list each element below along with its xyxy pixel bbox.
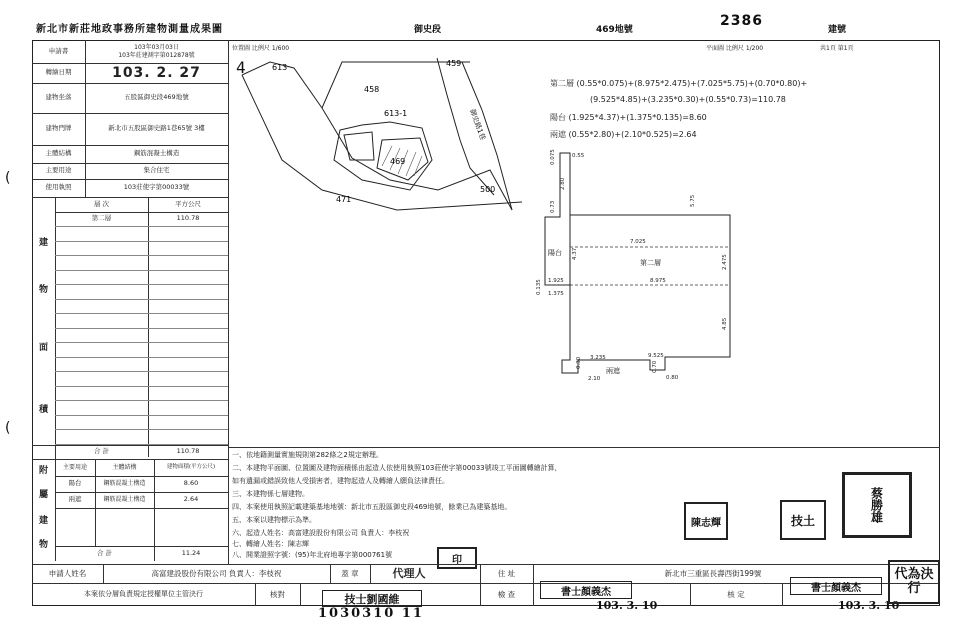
plan-label-awning: 兩遮 <box>606 367 620 375</box>
note-9: 八、開業證照字號：(95)年北府地專字第000761號 <box>232 551 393 559</box>
draft-date: 1030310 11 <box>318 606 424 621</box>
note-2: 二、本建物平面圖、位置圖及建物面積係由起造人依使用執照103莊使字第00033號竣工平面圖轉繪計算， <box>232 464 562 472</box>
parcel-459: 459 <box>446 59 462 68</box>
value-application: 103年03月03日 103年莊建測字第012878號 <box>118 44 195 59</box>
applicant-name: 高富建設股份有限公司 負責人：李枝祝 <box>151 569 282 578</box>
floor-plan-caption: 平面圖 比例尺 1/200 <box>706 45 764 52</box>
label-usage: 主要用途 <box>45 166 72 175</box>
area-row-rule <box>55 299 228 300</box>
value-address: 新北市五股區御史路1巷65號 3樓 <box>108 124 205 133</box>
label-location: 建物坐落 <box>45 93 72 102</box>
label-permit: 使用執照 <box>45 183 72 192</box>
stamp-large-seal: 蔡勝雄 <box>842 472 912 538</box>
dim-7025: 7.025 <box>630 239 646 245</box>
compliance-note: 本案依分層負責規定授權單位主管決行 <box>84 590 203 599</box>
annex-area-2: 2.64 <box>183 495 199 504</box>
annex-header-area: 建物面積(平方公尺) <box>166 464 216 471</box>
check-signature: 書士顏義杰 <box>540 581 632 599</box>
area-row-rule <box>55 429 228 430</box>
stamp-technician: 技土 <box>780 500 826 540</box>
area-row-rule <box>55 328 228 329</box>
dim-210: 2.10 <box>588 376 601 382</box>
annex-total-value: 11.24 <box>181 548 201 557</box>
parcel-471: 471 <box>336 195 352 204</box>
parcel-469: 469 <box>390 157 406 166</box>
area-value: 110.78 <box>176 214 200 223</box>
dim-080: 0.80 <box>666 375 679 381</box>
annex-vlabel-2: 屬 <box>38 489 48 500</box>
dim-2475: 2.475 <box>722 254 728 270</box>
area-total-value: 110.78 <box>176 447 200 456</box>
annex-area-1: 8.60 <box>183 479 199 488</box>
note-6: 五、本案以建物標示為準。 <box>232 516 316 524</box>
area-row-rule <box>55 386 228 387</box>
note-7: 六、起造人姓名：高富建設股份有限公司 負責人：李枝祝 <box>232 529 410 537</box>
area-row-rule <box>55 371 228 372</box>
value-transfer-date: 103. 2. 27 <box>112 64 201 81</box>
dim-055: 0.55 <box>572 153 585 159</box>
annex-vlabel-3: 建 <box>38 515 48 526</box>
agent-stamp: 代理人 <box>392 566 426 580</box>
vertical-label-4: 積 <box>38 404 48 415</box>
area-row-rule <box>55 255 228 256</box>
vertical-label-2: 物 <box>38 284 48 295</box>
annex-use-1: 陽台 <box>68 479 82 488</box>
building-number: 2386 <box>720 13 763 29</box>
dim-485: 4.85 <box>722 317 728 330</box>
note-1: 一、依地籍測量實施規則第282條之2規定辦理。 <box>232 451 383 459</box>
location-map <box>232 50 532 220</box>
margin-mark-1: ( <box>5 170 11 186</box>
area-row-rule <box>55 313 228 314</box>
annex-use-2: 兩遮 <box>68 495 82 504</box>
location-index-mark: 4 <box>236 58 246 77</box>
annex-header-struct: 主體結構 <box>112 463 137 471</box>
label-application: 申請書 <box>48 46 69 55</box>
margin-mark-2: ( <box>5 420 11 436</box>
section-name: 御史段 <box>414 25 442 35</box>
approve-label: 核 定 <box>727 590 745 599</box>
annex-header-use: 主要用途 <box>62 463 87 471</box>
value-permit: 103莊使字第00033號 <box>123 183 190 192</box>
label-address: 建物門牌 <box>45 124 72 133</box>
check-label: 檢 查 <box>497 590 516 599</box>
location-map-caption: 位置圖 比例尺 1/600 <box>232 45 290 52</box>
approve-date: 103. 3. 10 <box>838 599 900 612</box>
area-row-rule <box>55 226 228 227</box>
annex-struct-1: 鋼筋混凝土構造 <box>103 480 146 488</box>
address-value: 新北市三重區長壽西街199號 <box>664 569 762 578</box>
dim-9525: 9.525 <box>648 353 664 359</box>
area-row-rule <box>55 357 228 358</box>
plan-label-floor: 第二層 <box>640 259 661 267</box>
approve-signature: 書士顏義杰 <box>790 577 882 595</box>
stamp-small-seal: 印 <box>437 547 477 569</box>
value-structure: 鋼筋混凝土構造 <box>133 149 180 158</box>
area-header-floor: 層 次 <box>93 199 110 208</box>
area-row-rule <box>55 342 228 343</box>
floor-plan-drawing <box>530 145 750 385</box>
parcel-613-1: 613-1 <box>384 109 408 118</box>
building-number-suffix: 建號 <box>828 25 847 35</box>
note-4: 三、本建物係七層建物。 <box>232 490 309 498</box>
note-3: 如有遺漏或錯誤致他人受損害者，建物起造人及轉繪人願負法律責任。 <box>232 477 449 485</box>
draft-label: 核對 <box>270 590 285 599</box>
road-label: 御史路1巷 <box>468 107 487 142</box>
dim-8975: 8.975 <box>650 278 666 284</box>
note-8: 七、轉繪人姓名：陳志輝 <box>232 540 309 548</box>
dim-1375: 1.375 <box>548 291 564 297</box>
label-transfer-date: 轉繪日期 <box>45 68 72 77</box>
value-usage: 集合住宅 <box>143 166 170 175</box>
dim-280: 2.80 <box>560 177 566 190</box>
dim-073: 0.73 <box>550 200 556 213</box>
land-number: 469地號 <box>596 25 633 35</box>
vertical-label-1: 建 <box>38 237 48 248</box>
parcel-613: 613 <box>272 63 288 72</box>
vertical-label-3: 面 <box>38 342 48 353</box>
parcel-500: 500 <box>480 185 496 194</box>
area-total-label: 合 計 <box>93 447 110 456</box>
area-row-rule <box>55 400 228 401</box>
seal-label: 蓋 章 <box>341 569 359 578</box>
applicant-label: 申請人姓名 <box>48 569 87 578</box>
area-header-sqm: 平方公尺 <box>175 199 201 208</box>
note-5: 四、本案使用執照記載建築基地地號：新北市五股區御史段469地號，餘業已為建築基地。 <box>232 503 512 511</box>
formula-line-4: 兩遮 (0.55*2.80)+(2.10*0.525)=2.64 <box>550 130 697 139</box>
dim-0135: 0.135 <box>536 279 542 295</box>
formula-line-2: (9.525*4.85)+(3.235*0.30)+(0.55*0.73)=110.78 <box>590 95 786 104</box>
check-date: 103. 3. 10 <box>596 599 658 612</box>
value-location: 五股區御史段469地號 <box>124 93 189 102</box>
label-structure: 主體結構 <box>45 149 72 158</box>
area-row-rule <box>55 241 228 242</box>
document-title: 新北市新莊地政事務所建物測量成果圖 <box>36 24 223 35</box>
area-row-rule <box>55 270 228 271</box>
formula-line-3: 陽台 (1.925*4.37)+(1.375*0.135)=8.60 <box>550 113 707 122</box>
plan-label-balcony: 陽台 <box>548 249 562 257</box>
address-label: 住 址 <box>497 569 516 578</box>
dim-0075: 0.075 <box>550 149 556 165</box>
dim-030: 0.30 <box>576 356 582 369</box>
stamp-drafter: 陳志輝 <box>684 502 728 540</box>
area-row-rule <box>55 415 228 416</box>
formula-line-1: 第二層 (0.55*0.075)+(8.975*2.475)+(7.025*5.75)+(0.70*0.80)+ <box>550 79 808 88</box>
dim-3235: 3.235 <box>590 355 606 361</box>
dim-070: 0.70 <box>652 360 658 373</box>
annex-struct-2: 鋼筋混凝土構造 <box>103 496 146 504</box>
annex-vlabel-4: 物 <box>38 539 48 550</box>
page-count: 共1頁 第1頁 <box>820 45 854 52</box>
area-row-rule <box>55 284 228 285</box>
dim-437: 4.37 <box>572 247 578 260</box>
annex-total-label: 合 計 <box>96 548 113 557</box>
dim-1925: 1.925 <box>548 278 564 284</box>
draft-signature: 技士劉國維 <box>322 590 422 607</box>
area-floor: 第二層 <box>91 214 112 223</box>
final-approval-stamp: 代為決行 <box>888 560 940 604</box>
parcel-458: 458 <box>364 85 380 94</box>
dim-575: 5.75 <box>690 194 696 207</box>
annex-vlabel-1: 附 <box>38 465 48 476</box>
